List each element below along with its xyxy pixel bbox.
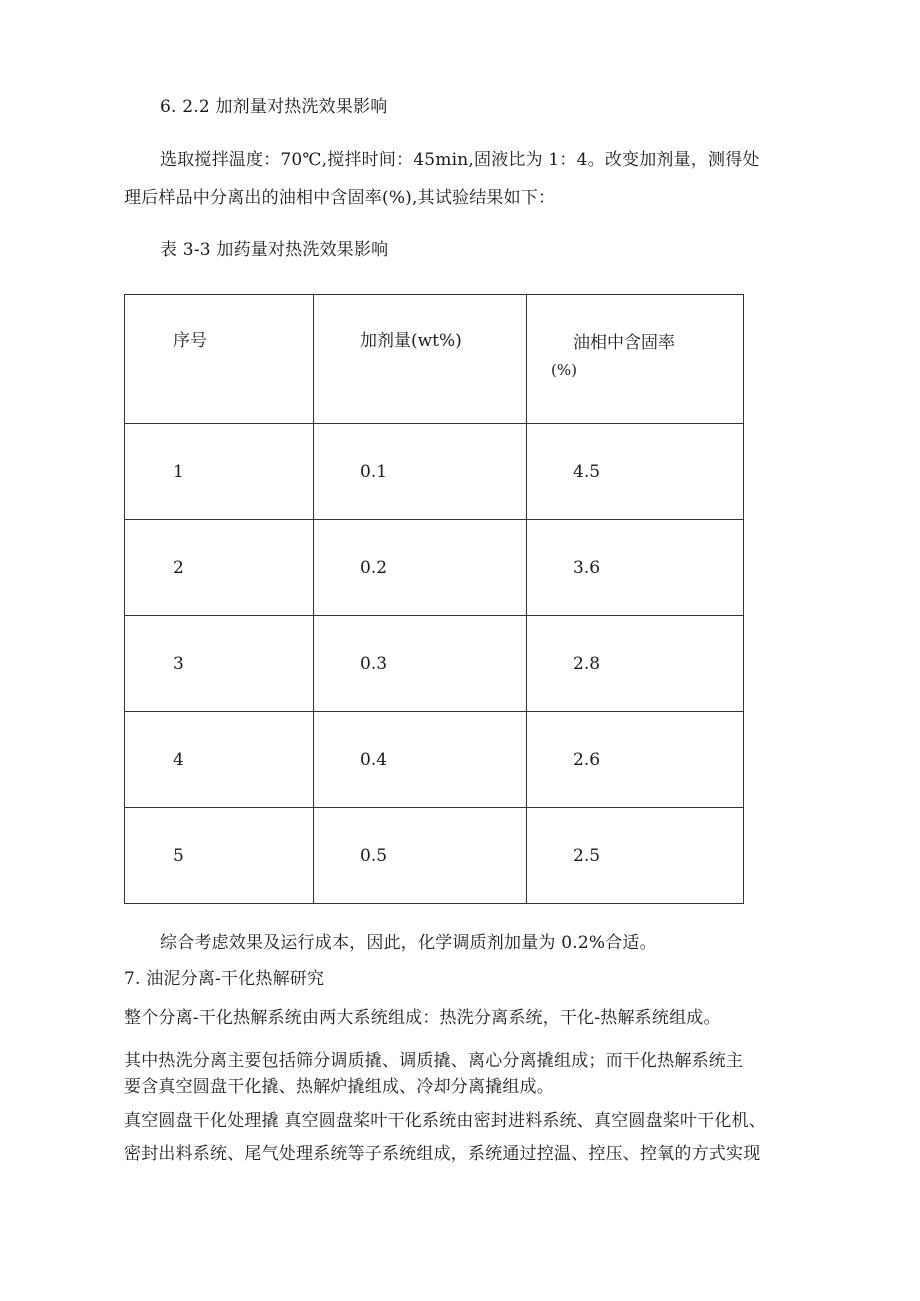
cell-solid-content: 4.5	[527, 424, 744, 520]
conclusion-paragraph: 综合考虑效果及运行成本，因此，化学调质剂加量为 0.2%合适。	[160, 933, 657, 953]
section-heading-7: 7. 油泥分离-干化热解研究	[124, 969, 325, 989]
table-header-row	[125, 295, 744, 424]
table-row	[125, 520, 744, 616]
table-row	[125, 424, 744, 520]
section-heading-6-2-2: 6. 2.2 加剂量对热洗效果影响	[160, 97, 388, 117]
cell-index: 5	[125, 808, 314, 904]
table-row	[125, 808, 744, 904]
header-cell-dosage: 加剂量(wt%)	[314, 295, 527, 424]
cell-dosage: 0.4	[314, 712, 527, 808]
body-paragraph-3-line-2: 密封出料系统、尾气处理系统等子系统组成，系统通过控温、控压、控氧的方式实现	[124, 1144, 761, 1164]
cell-index: 2	[125, 520, 314, 616]
cell-dosage: 0.5	[314, 808, 527, 904]
intro-paragraph-line-2: 理后样品中分离出的油相中含固率(%),其试验结果如下：	[124, 188, 556, 208]
header-cell-solid-content: 油相中含固率 (%)	[527, 295, 744, 424]
cell-index: 3	[125, 616, 314, 712]
table-row	[125, 712, 744, 808]
body-paragraph-1: 整个分离-干化热解系统由两大系统组成：热洗分离系统，干化-热解系统组成。	[124, 1008, 721, 1028]
cell-dosage: 0.1	[314, 424, 527, 520]
header-cell-index: 序号	[125, 295, 314, 424]
cell-dosage: 0.2	[314, 520, 527, 616]
cell-solid-content: 3.6	[527, 520, 744, 616]
dosage-effect-table	[124, 294, 744, 904]
body-paragraph-2-line-2: 要含真空圆盘干化撬、热解炉撬组成、冷却分离撬组成。	[124, 1077, 554, 1097]
cell-dosage: 0.3	[314, 616, 527, 712]
cell-solid-content: 2.6	[527, 712, 744, 808]
body-paragraph-2-line-1: 其中热洗分离主要包括筛分调质撬、调质撬、离心分离撬组成；而干化热解系统主	[124, 1051, 744, 1071]
cell-solid-content: 2.5	[527, 808, 744, 904]
body-paragraph-3-line-1: 真空圆盘干化处理撬 真空圆盘桨叶干化系统由密封进料系统、真空圆盘桨叶干化机、	[124, 1111, 767, 1131]
cell-solid-content: 2.8	[527, 616, 744, 712]
table-row	[125, 616, 744, 712]
cell-index: 4	[125, 712, 314, 808]
intro-paragraph-line-1: 选取搅拌温度：70℃,搅拌时间：45min,固液比为 1：4。改变加剂量，测得处	[160, 150, 760, 170]
cell-index: 1	[125, 424, 314, 520]
table-caption: 表 3-3 加药量对热洗效果影响	[160, 240, 389, 260]
